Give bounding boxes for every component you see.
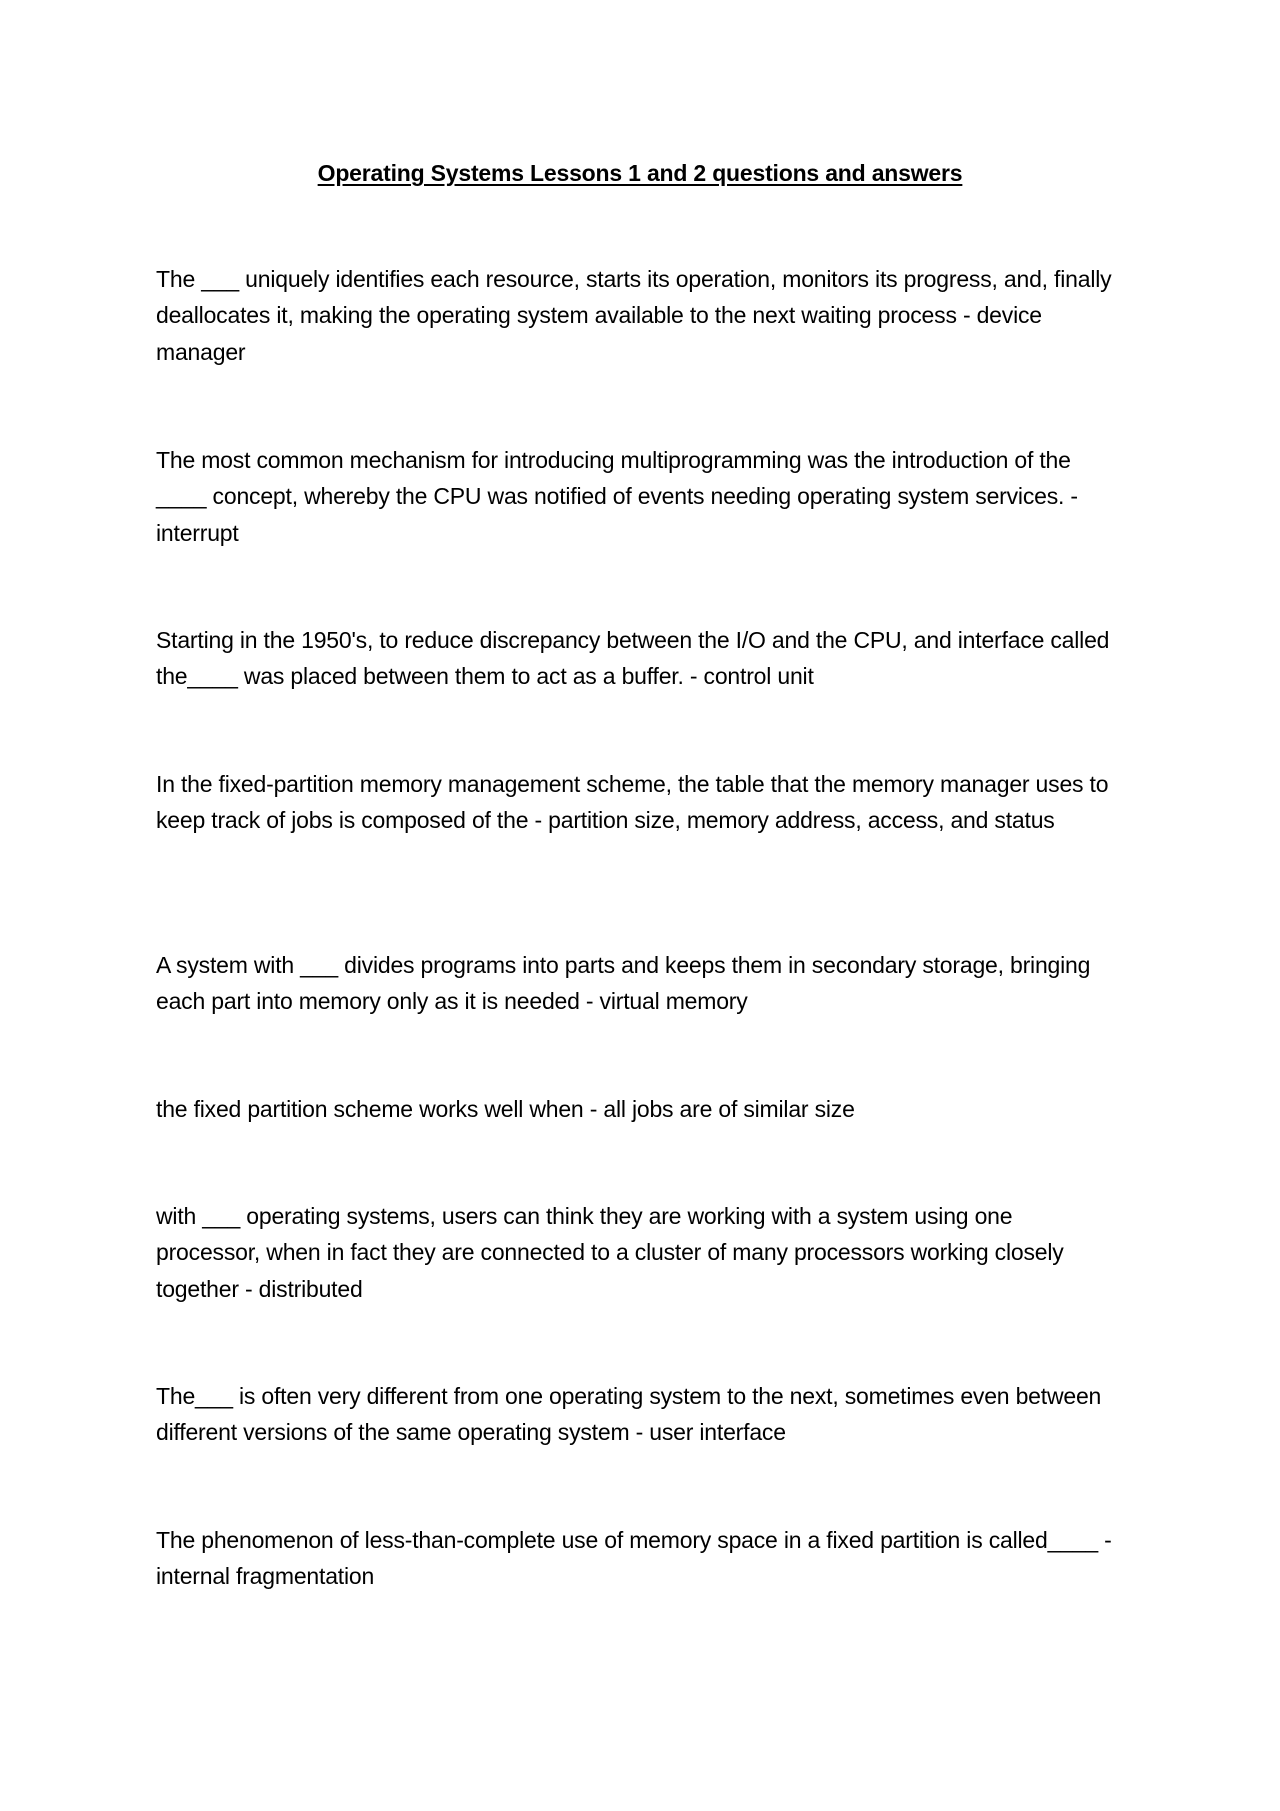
- document-title: Operating Systems Lessons 1 and 2 questions and answers: [317, 160, 963, 186]
- qa-item-8: The___ is often very different from one operating system to the next, sometimes even between different versions of the same operating system - user interface: [156, 1383, 1102, 1446]
- qa-item-4: In the fixed-partition memory management scheme, the table that the memory manager uses to keep track of jobs is composed of the - partition size, memory address, access, and status: [156, 771, 1109, 834]
- qa-item-5: A system with ___ divides programs into parts and keeps them in secondary storage, bringing each part into memory only as it is needed - virtual memory: [156, 952, 1091, 1015]
- qa-item-7: with ___ operating systems, users can think they are working with a system using one processor, when in fact they are connected to a cluster of many processors working closely together - distributed: [156, 1203, 1064, 1302]
- qa-item-1: The ___ uniquely identifies each resource, starts its operation, monitors its progress, and, finally deallocates it, making the operating system available to the next waiting process - device manager: [156, 266, 1112, 365]
- qa-item-6: the fixed partition scheme works well when - all jobs are of similar size: [156, 1096, 855, 1122]
- qa-item-9: The phenomenon of less-than-complete use of memory space in a fixed partition is called____ - internal fragmentation: [156, 1527, 1112, 1590]
- qa-item-2: The most common mechanism for introducing multiprogramming was the introduction of the ____ concept, whereby the CPU was notified of events needing operating system services. - interrupt: [156, 447, 1078, 546]
- qa-item-3: Starting in the 1950's, to reduce discrepancy between the I/O and the CPU, and interface called the____ was placed between them to act as a buffer. - control unit: [156, 627, 1110, 690]
